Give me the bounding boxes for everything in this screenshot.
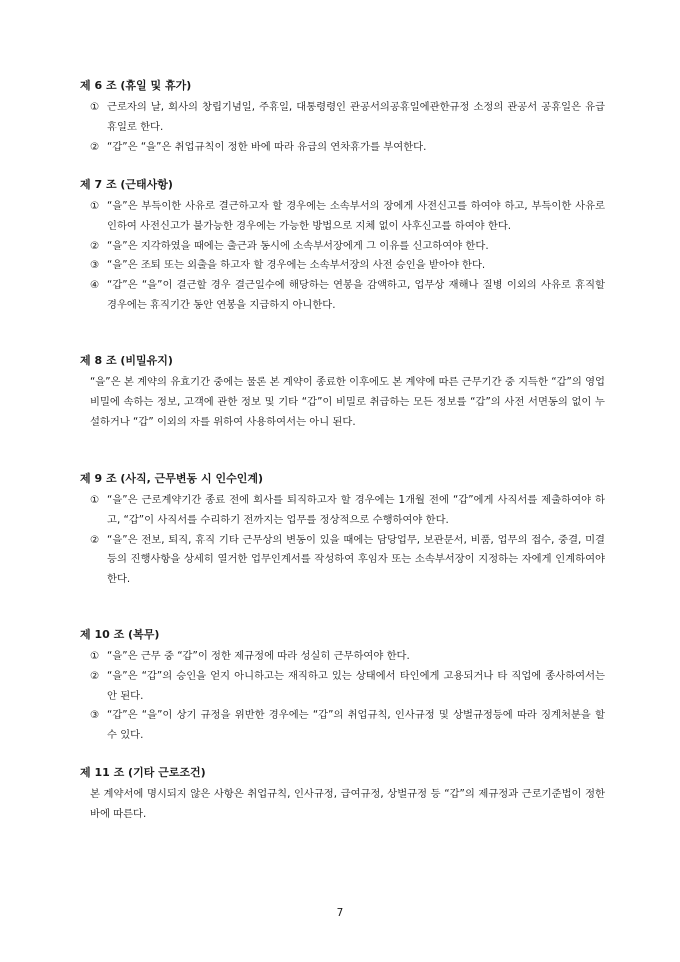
item-text: “을”은 전보, 퇴직, 휴직 기타 근무상의 변동이 있을 때에는 담당업무, 보관문서, 비품, 업무의 접수, 중결, 미결 등의 진행사항을 상세히 열거한 업무인계서를 작성하여 후임자 또는 소속부서장이 지정하는 자에게 인계하여야 한다.: [107, 533, 605, 586]
article-10-item-3: [80, 706, 605, 746]
article-6: [80, 79, 605, 157]
item-number: ①: [90, 101, 100, 113]
article-9-title: 제 9 조 (사직, 근무변동 시 인수인계): [80, 472, 264, 485]
item-number: ③: [90, 709, 100, 722]
item-text: “갑”은 “을”이 결근할 경우 결근일수에 해당하는 연봉을 감액하고, 업무상 재해나 질병 이외의 사유로 휴직할 경우에는 휴직기간 동안 연봉을 지급하지 아니한다.: [107, 279, 605, 311]
item-number: ④: [90, 279, 100, 292]
item-text: 근로자의 날, 회사의 창립기념일, 주휴일, 대통령령인 관공서의공휴일에관한규정 소정의 관공서 공휴일은 유급휴일로 한다.: [107, 101, 605, 133]
item-number: ③: [90, 259, 100, 272]
item-text: “갑”은 “을”이 상기 규정을 위반한 경우에는 “갑”의 취업규칙, 인사규정 및 상벌규정등에 따라 징계처분을 할 수 있다.: [107, 709, 605, 742]
article-11-text: 본 계약서에 명시되지 않은 사항은 취업규칙, 인사규정, 급여규정, 상벌규정 등 “갑”의 제규정과 근로기준법이 정한 바에 따른다.: [90, 788, 605, 820]
item-number: ①: [90, 650, 100, 662]
article-9-item-2: [80, 531, 605, 590]
item-text: “을”은 부득이한 사유로 결근하고자 할 경우에는 소속부서의 장에게 사전신고를 하여야 하고, 부득이한 사유로 인하여 사전신고가 불가능한 경우에는 가능한 방법으로 지체 없이 사후신고를 하여야 한다.: [107, 200, 605, 232]
item-number: ②: [90, 669, 100, 682]
item-number: ②: [90, 533, 100, 546]
article-10: [80, 628, 605, 746]
article-8-title: 제 8 조 (비밀유지): [80, 354, 173, 367]
article-7-item-2: [80, 237, 605, 257]
article-10-item-1: [80, 647, 605, 667]
item-number: ②: [90, 140, 100, 153]
article-6-item-1: [80, 98, 605, 138]
item-text: “을”은 근무 중 “갑”이 정한 제규정에 따라 성실히 근무하여야 한다.: [107, 650, 410, 662]
article-11-title: 제 11 조 (기타 근로조건): [80, 766, 206, 779]
article-6-item-2: [80, 138, 605, 158]
item-text: “갑”은 “을”은 취업규칙이 정한 바에 따라 유급의 연차휴가를 부여한다.: [107, 140, 427, 153]
item-number: ①: [90, 200, 100, 212]
article-10-item-2: [80, 667, 605, 707]
item-number: ①: [90, 494, 100, 506]
article-8: [80, 354, 605, 432]
article-7-title: 제 7 조 (근태사항): [80, 178, 173, 191]
article-8-text: “을”은 본 계약의 유효기간 중에는 물론 본 계약이 종료한 이후에도 본 계약에 따른 근무기간 중 지득한 “갑”의 영업비밀에 속하는 정보, 고객에 관한 정보 및 기타 “갑”이 비밀로 취급하는 모든 정보를 “갑”의 사전 서면동의 없이 누설하거나 “갑” 이외의 자를 위하여 사용하여서는 아니 된다.: [90, 376, 605, 428]
article-7: [80, 178, 605, 316]
article-7-item-4: [80, 276, 605, 316]
article-7-item-1: [80, 197, 605, 237]
article-11: [80, 766, 605, 825]
page-number: 7: [336, 907, 344, 919]
article-10-title: 제 10 조 (복무): [80, 628, 160, 641]
item-text: “을”은 근로계약기간 종료 전에 회사를 퇴직하고자 할 경우에는 1개월 전에 “갑”에게 사직서를 제출하여야 하고, “갑”이 사직서를 수리하기 전까지는 업무를 정상적으로 수행하여야 한다.: [107, 494, 605, 526]
article-6-title: 제 6 조 (휴일 및 휴가): [80, 79, 192, 92]
item-text: “을”은 조퇴 또는 외출을 하고자 할 경우에는 소속부서장의 사전 승인을 받아야 한다.: [107, 259, 486, 272]
article-9: [80, 472, 605, 590]
article-9-item-1: [80, 491, 605, 531]
article-7-item-3: [80, 256, 605, 276]
item-number: ②: [90, 239, 100, 252]
item-text: “을”은 “갑”의 승인을 얻지 아니하고는 재직하고 있는 상태에서 타인에게 고용되거나 타 직업에 종사하여서는 안 된다.: [107, 669, 605, 702]
item-text: “을”은 지각하였을 때에는 출근과 동시에 소속부서장에게 그 이유를 신고하여야 한다.: [107, 239, 489, 252]
